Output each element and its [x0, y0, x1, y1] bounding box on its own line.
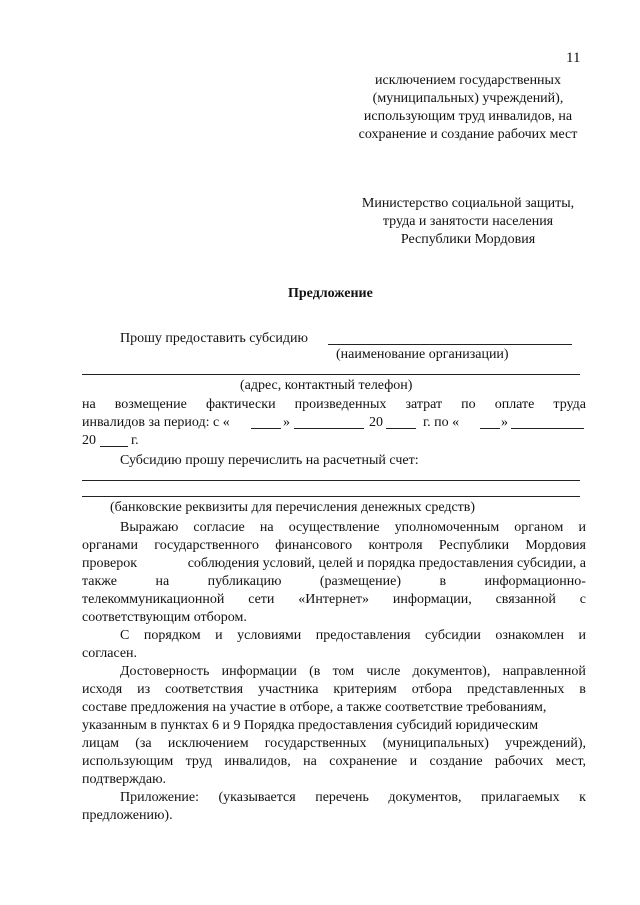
word: учреждений),: [505, 736, 586, 751]
consent-paragraph: [82, 519, 586, 627]
year-suffix: г.: [131, 433, 139, 448]
word: С: [120, 628, 130, 643]
word: том: [332, 664, 355, 679]
word: использующим: [82, 754, 174, 769]
word: также: [82, 574, 118, 589]
word: «Интернет»: [298, 592, 370, 607]
word: и: [215, 628, 223, 643]
recipient-line: (муниципальных) учреждений),: [372, 91, 564, 106]
text-line: [82, 627, 586, 645]
word: направленной: [502, 664, 586, 679]
appendix-paragraph: [82, 789, 586, 825]
ministry-line: Республики Мордовия: [400, 232, 536, 247]
text-line: [82, 699, 586, 717]
word: и: [409, 754, 418, 769]
word: публикацию: [207, 574, 282, 589]
word: указанным в пунктах 6 и 9 Порядка предоставления субсидий юридическим: [82, 718, 539, 733]
word: согласие: [193, 520, 245, 535]
ministry-block: [318, 195, 618, 249]
address-field[interactable]: [82, 374, 580, 375]
word: соблюдения условий, целей и порядка предоставления субсидии, а: [187, 556, 586, 571]
word: осуществление: [288, 520, 380, 535]
word: сохранение: [329, 754, 398, 769]
text-line: [82, 717, 586, 735]
word: на: [303, 754, 317, 769]
word: перечень: [315, 790, 369, 805]
word: органами: [82, 538, 139, 553]
word: условиями: [237, 628, 302, 643]
text-line: [82, 807, 586, 825]
text-line: [82, 555, 586, 573]
year-prefix: 20: [82, 433, 96, 448]
word: труда: [553, 397, 586, 412]
year-from-field[interactable]: [386, 428, 416, 429]
text-line: [82, 681, 586, 699]
ministry-line: Министерство социальной защиты,: [361, 196, 575, 211]
word: подтверждаю.: [82, 772, 167, 787]
word: труд: [185, 754, 212, 769]
word: к: [579, 790, 586, 805]
word: информации: [221, 664, 297, 679]
word: проверок: [82, 556, 138, 571]
day-to-field[interactable]: [480, 428, 500, 429]
document-title: Предложение: [288, 286, 373, 301]
word: рабочих: [494, 754, 544, 769]
word: мест,: [555, 754, 586, 769]
period-line-1: [82, 396, 586, 414]
word: с: [579, 592, 586, 607]
day-from-field[interactable]: [251, 428, 281, 429]
transfer-line: Субсидию прошу перечислить на расчетный счет:: [120, 453, 419, 468]
text-line: [82, 609, 586, 627]
word: инвалидов,: [224, 754, 291, 769]
word: (в: [309, 664, 321, 679]
word: информации,: [392, 592, 472, 607]
word: лицам: [82, 736, 120, 751]
word: сети: [248, 592, 275, 607]
word: документов),: [412, 664, 491, 679]
word: Выражаю: [120, 520, 179, 535]
month-to-field[interactable]: [511, 428, 584, 429]
word: государственного: [154, 538, 259, 553]
word: (указывается: [218, 790, 296, 805]
word: критериям: [333, 682, 397, 697]
word: Достоверность: [120, 664, 210, 679]
word: (за: [135, 736, 152, 751]
bank-details-field[interactable]: [82, 480, 580, 481]
word: фактически: [205, 397, 276, 412]
word: государственных: [264, 736, 367, 751]
text-line: [82, 591, 586, 609]
word: связанной: [495, 592, 556, 607]
word: по: [461, 397, 476, 412]
word: Республики: [438, 538, 510, 553]
text-line: [82, 645, 586, 663]
word: и: [578, 520, 586, 535]
text-line: [82, 519, 586, 537]
word: органом: [514, 520, 564, 535]
word: на: [259, 520, 274, 535]
word: возмещение: [114, 397, 187, 412]
word: на: [82, 397, 96, 412]
word: в: [579, 682, 586, 697]
bank-caption: (банковские реквизиты для перечисления денежных средств): [110, 500, 476, 515]
word: исключением: [167, 736, 249, 751]
word: Мордовия: [525, 538, 586, 553]
word: (муниципальных): [382, 736, 489, 751]
word: ознакомлен: [495, 628, 564, 643]
word: из: [137, 682, 151, 697]
period-from-label: инвалидов за период: с «: [82, 415, 230, 430]
word: телекоммуникационной: [82, 592, 225, 607]
text-line: [82, 735, 586, 753]
word: согласен.: [82, 646, 138, 661]
word: порядком: [143, 628, 201, 643]
word: Приложение:: [120, 790, 200, 805]
word: участника: [258, 682, 319, 697]
period-to-label: г. по «: [423, 415, 460, 430]
word: произведенных: [294, 397, 387, 412]
text-line: [82, 537, 586, 555]
word: числе: [366, 664, 401, 679]
page-number: 11: [566, 50, 581, 66]
word: затрат: [405, 397, 443, 412]
text-line: [82, 573, 586, 591]
recipient-line: использующим труд инвалидов, на: [363, 109, 573, 124]
word: в: [439, 574, 447, 589]
recipient-line: сохранение и создание рабочих мест: [358, 127, 578, 142]
word: исходя: [82, 682, 123, 697]
word: соответствия: [165, 682, 244, 697]
request-line: Прошу предоставить субсидию: [120, 331, 308, 346]
word: предоставления: [315, 628, 411, 643]
text-line: [82, 789, 586, 807]
text-line: [82, 771, 586, 789]
word: субсидии: [425, 628, 481, 643]
word: отбора: [411, 682, 453, 697]
quote-close: »: [283, 415, 290, 430]
ministry-line: труда и занятости населения: [382, 214, 554, 229]
word: соответствующим отбором.: [82, 610, 247, 625]
word: прилагаемых: [481, 790, 560, 805]
word: и: [578, 628, 586, 643]
month-from-field[interactable]: [294, 428, 364, 429]
org-name-field[interactable]: [328, 344, 572, 345]
word: (размещение): [319, 574, 401, 589]
word: представленных: [466, 682, 565, 697]
recipient-line: исключением государственных: [375, 73, 561, 88]
word: создание: [429, 754, 483, 769]
word: контроля: [368, 538, 423, 553]
year-prefix: 20: [369, 415, 383, 430]
word: уполномоченным: [394, 520, 500, 535]
quote-close: »: [501, 415, 508, 430]
familiar-paragraph: [82, 627, 586, 663]
word: документов,: [388, 790, 462, 805]
text-line: [82, 753, 586, 771]
reliability-paragraph: [82, 663, 586, 789]
word: информационно-: [484, 574, 586, 589]
address-caption: (адрес, контактный телефон): [240, 378, 413, 393]
recipient-block: [318, 72, 618, 144]
word: составе предложения на участие в отборе, а также соответствие требованиям,: [82, 700, 547, 715]
word: предложению).: [82, 808, 173, 823]
word: на: [155, 574, 170, 589]
word: финансового: [275, 538, 353, 553]
word: оплате: [494, 397, 535, 412]
bank-details-field-2[interactable]: [82, 496, 580, 497]
org-caption: (наименование организации): [336, 347, 509, 362]
year-to-field[interactable]: [100, 446, 128, 447]
text-line: [82, 663, 586, 681]
